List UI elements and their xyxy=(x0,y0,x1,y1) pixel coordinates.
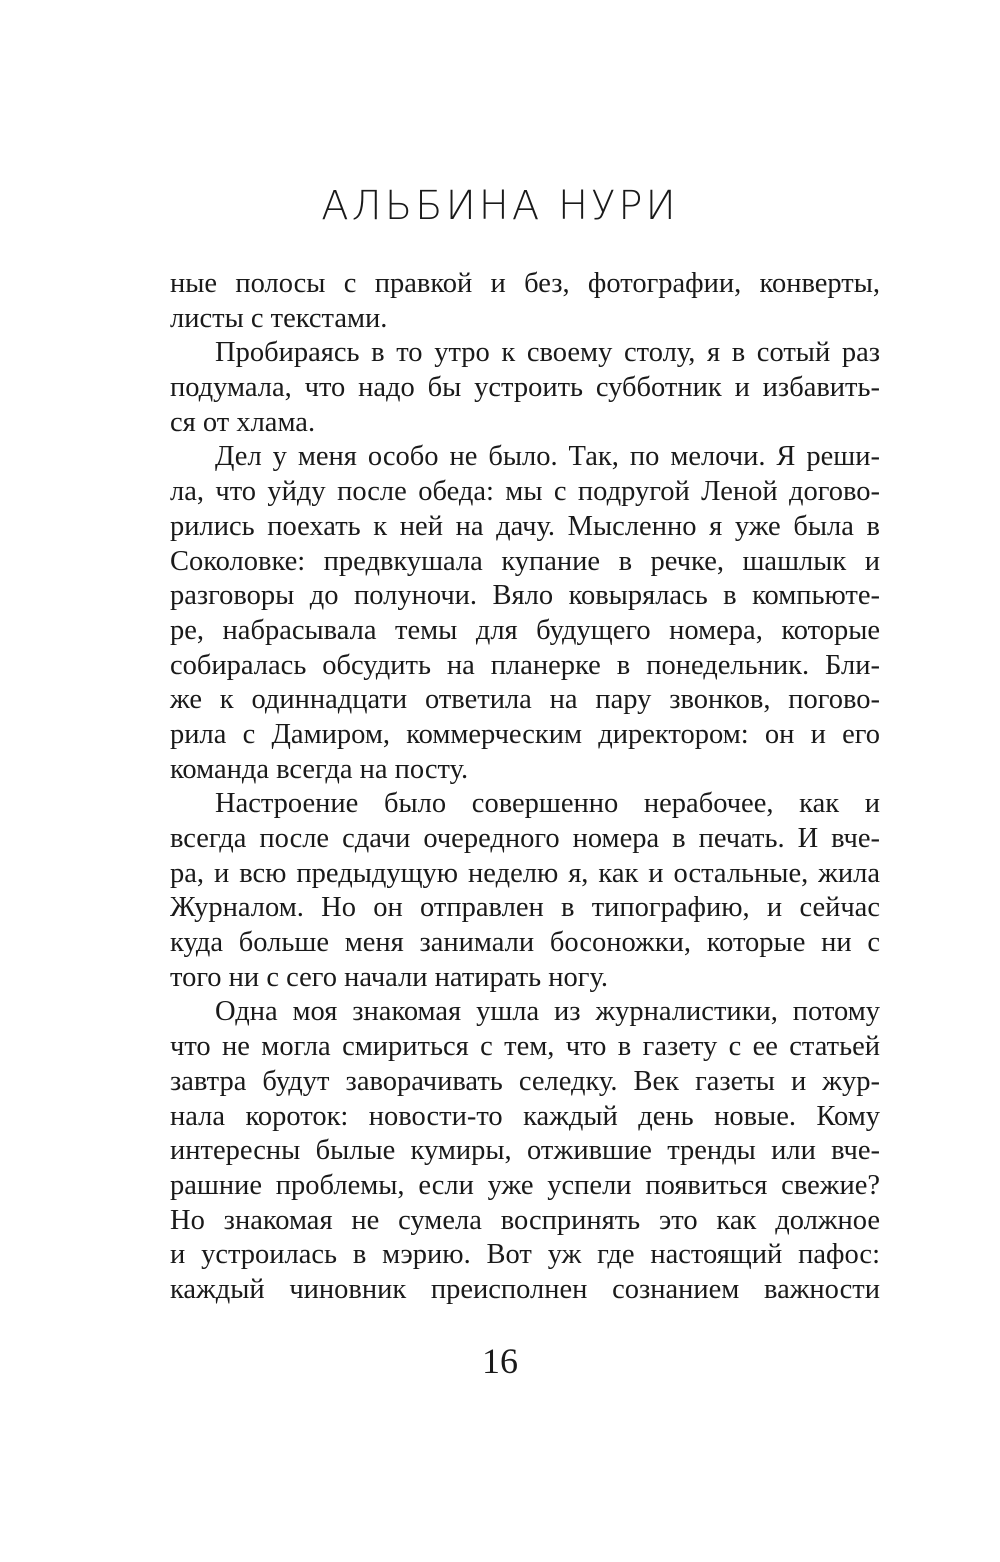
text-line: собиралась обсудить на планерке в понедельник. Бли- xyxy=(170,649,880,681)
running-head-author: АЛЬБИНА НУРИ xyxy=(321,183,679,229)
text-line: каждый чиновник преисполнен сознанием важности xyxy=(170,1273,880,1305)
text-line: разговоры до полуночи. Вяло ковырялась в компьюте- xyxy=(170,580,880,612)
text-line: и устроилась в мэрию. Вот уж где настоящий пафос: xyxy=(170,1239,880,1271)
body-text xyxy=(170,267,880,1308)
text-line: интересны былые кумиры, отжившие тренды или вче- xyxy=(170,1135,880,1167)
text-line: рились поехать к ней на дачу. Мысленно я уже была в xyxy=(170,510,880,542)
text-line: что не могла смириться с тем, что в газету с ее статьей xyxy=(170,1031,880,1063)
text-line: нала короток: новости-то каждый день новые. Кому xyxy=(170,1100,880,1132)
text-line: Журналом. Но он отправлен в типографию, и сейчас xyxy=(170,892,880,924)
text-line: того ни с сего начали натирать ногу. xyxy=(170,961,609,993)
text-line: Пробираясь в то утро к своему столу, я в сотый раз xyxy=(215,337,880,369)
text-line: куда больше меня занимали босоножки, которые ни с xyxy=(170,927,880,959)
text-line: ся от хлама. xyxy=(170,406,316,438)
text-line: рила с Дамиром, коммерческим директором: он и его xyxy=(170,718,880,750)
text-line: Дел у меня особо не было. Так, по мелочи. Я реши- xyxy=(215,441,880,473)
text-line: подумала, что надо бы устроить субботник и избавить- xyxy=(170,372,880,404)
text-line: листы с текстами. xyxy=(170,302,388,334)
text-line: рашние проблемы, если уже успели появиться свежие? xyxy=(170,1169,880,1201)
text-line: Соколовке: предвкушала купание в речке, шашлык и xyxy=(170,545,880,577)
text-line: всегда после сдачи очередного номера в печать. И вче- xyxy=(170,823,880,854)
text-line: Одна моя знакомая ушла из журналистики, потому xyxy=(215,996,880,1028)
text-line: ра, и всю предыдущую неделю я, как и остальные, жила xyxy=(170,857,880,889)
text-line: Настроение было совершенно нерабочее, как и xyxy=(215,788,880,820)
text-line: же к одиннадцати ответила на пару звонков, погово- xyxy=(170,684,880,716)
text-line: ные полосы с правкой и без, фотографии, конверты, xyxy=(170,268,880,299)
text-line: ре, набрасывала темы для будущего номера, которые xyxy=(170,614,880,646)
text-line: команда всегда на посту. xyxy=(170,753,469,785)
text-line: ла, что уйду после обеда: мы с подругой Леной догово- xyxy=(170,476,880,508)
text-line: завтра будут заворачивать селедку. Век газеты и жур- xyxy=(170,1065,880,1097)
page-number: 16 xyxy=(482,1341,518,1381)
text-line: Но знакомая не сумела воспринять это как должное xyxy=(170,1204,880,1236)
